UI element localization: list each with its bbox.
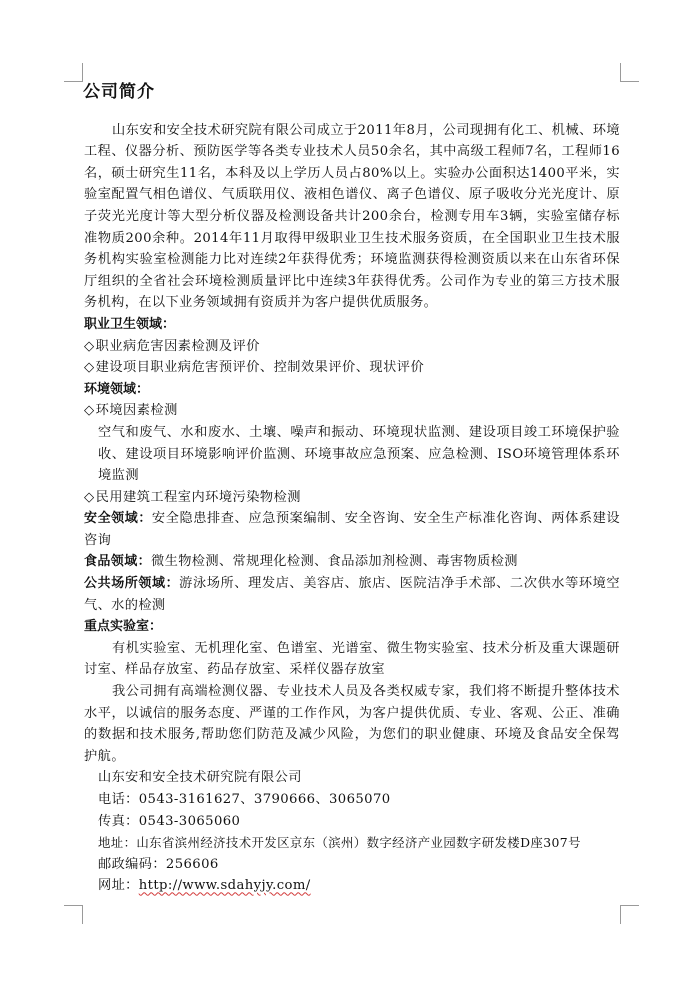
contact-fax: 传真：0543-3065060 (98, 813, 241, 829)
list-item (84, 487, 620, 509)
occupational-heading: 职业卫生领域： (84, 316, 176, 332)
labs-text: 有机实验室、无机理化室、色谱室、光谱室、微生物实验室、技术分析及重大课题研讨室、样品存放室、药品存放室、采样仪器存放室 (84, 640, 620, 678)
list-item (84, 357, 620, 379)
public-section (84, 573, 620, 616)
food-heading: 食品领域： (84, 554, 152, 570)
labs-heading: 重点实验室： (84, 619, 163, 635)
contact-company: 山东安和安全技术研究院有限公司 (98, 770, 302, 786)
list-item-text: 民用建筑工程室内环境污染物检测 (95, 489, 301, 505)
contact-website (84, 875, 620, 897)
crop-mark-top-left (64, 63, 83, 82)
contact-phone: 电话：0543-3161627、3790666、3065070 (98, 792, 391, 807)
safety-text: 安全隐患排查、应急预案编制、安全咨询、安全生产标准化咨询、两体系建设咨询 (84, 511, 620, 548)
list-item-text: 环境因素检测 (95, 403, 178, 419)
diamond-bullet-icon: ◇ (84, 338, 95, 354)
crop-mark-top-right (620, 63, 639, 82)
contact-postcode: 邮政编码：256606 (98, 856, 219, 872)
list-item (84, 336, 620, 358)
list-item-text: 建设项目职业病危害预评价、控制效果评价、现状评价 (95, 360, 425, 376)
food-section (84, 551, 620, 573)
diamond-bullet-icon: ◇ (84, 403, 95, 419)
intro-paragraph: 山东安和安全技术研究院有限公司成立于2011年8月，公司现拥有化工、机械、环境工程、仪器分析、预防医学等各类专业技术人员50余名，其中高级工程师7名，工程师16名，硕士研究生11名，本科及以上学历人员占80%以上。实验办公面积达1400平米，实验室配置气相色谱仪、气质联用仪、液相色谱仪、离子色谱仪、原子吸收分光光度计、原子荧光光度计等大型分析仪器及检测设备共计200余台，检测专用车3辆，实验室储存标准物质200余种。2014年11月取得甲级职业卫生技术服务资质，在全国职业卫生技术服务机构实验室检测能力比对连续2年获得优秀；环境监测获得检测资质以来在山东省环保厅组织的全省社会环境检测质量评比中连续3年获得优秀。公司作为专业的第三方技术服务机构，在以下业务领域拥有资质并为客户提供优质服务。 (84, 122, 620, 311)
public-heading: 公共场所领域： (84, 576, 180, 592)
document-title: 公司简介 (83, 82, 155, 102)
food-text: 微生物检测、常规理化检测、食品添加剂检测、毒害物质检测 (151, 554, 518, 570)
environment-heading: 环境领域： (84, 381, 150, 397)
document-page (84, 82, 620, 897)
contact-address: 地址：山东省滨州经济技术开发区京东（滨州）数字经济产业园数字研发楼D座307号 (98, 835, 581, 851)
diamond-bullet-icon: ◇ (84, 489, 95, 505)
crop-mark-bottom-left (64, 905, 83, 924)
list-item (84, 400, 620, 422)
closing-paragraph: 我公司拥有高端检测仪器、专业技术人员及各类权威专家，我们将不断提升整体技术水平，以诚信的服务态度、严谨的工作作风，为客户提供优质、专业、客观、公正、准确的数据和技术服务,帮助您们防范及减少风险，为您们的职业健康、环境及食品安全保驾护航。 (84, 684, 620, 764)
list-item-text: 职业病危害因素检测及评价 (95, 338, 260, 354)
safety-section (84, 508, 620, 551)
diamond-bullet-icon: ◇ (84, 360, 95, 376)
public-text: 游泳场所、理发店、美容店、旅店、医院洁净手术部、二次供水等环境空气、水的检测 (84, 576, 620, 613)
website-link[interactable]: http://www.sdahyjy.com/ (138, 878, 311, 894)
safety-heading: 安全领域： (84, 511, 152, 527)
environment-detail: 空气和废气、水和废水、土壤、噪声和振动、环境现状监测、建设项目竣工环境保护验收、建设项目环境影响评价监测、环境事故应急预案、应急检测、ISO环境管理体系环境监测 (98, 424, 620, 484)
website-label: 网址： (98, 878, 139, 894)
crop-mark-bottom-right (620, 905, 639, 924)
